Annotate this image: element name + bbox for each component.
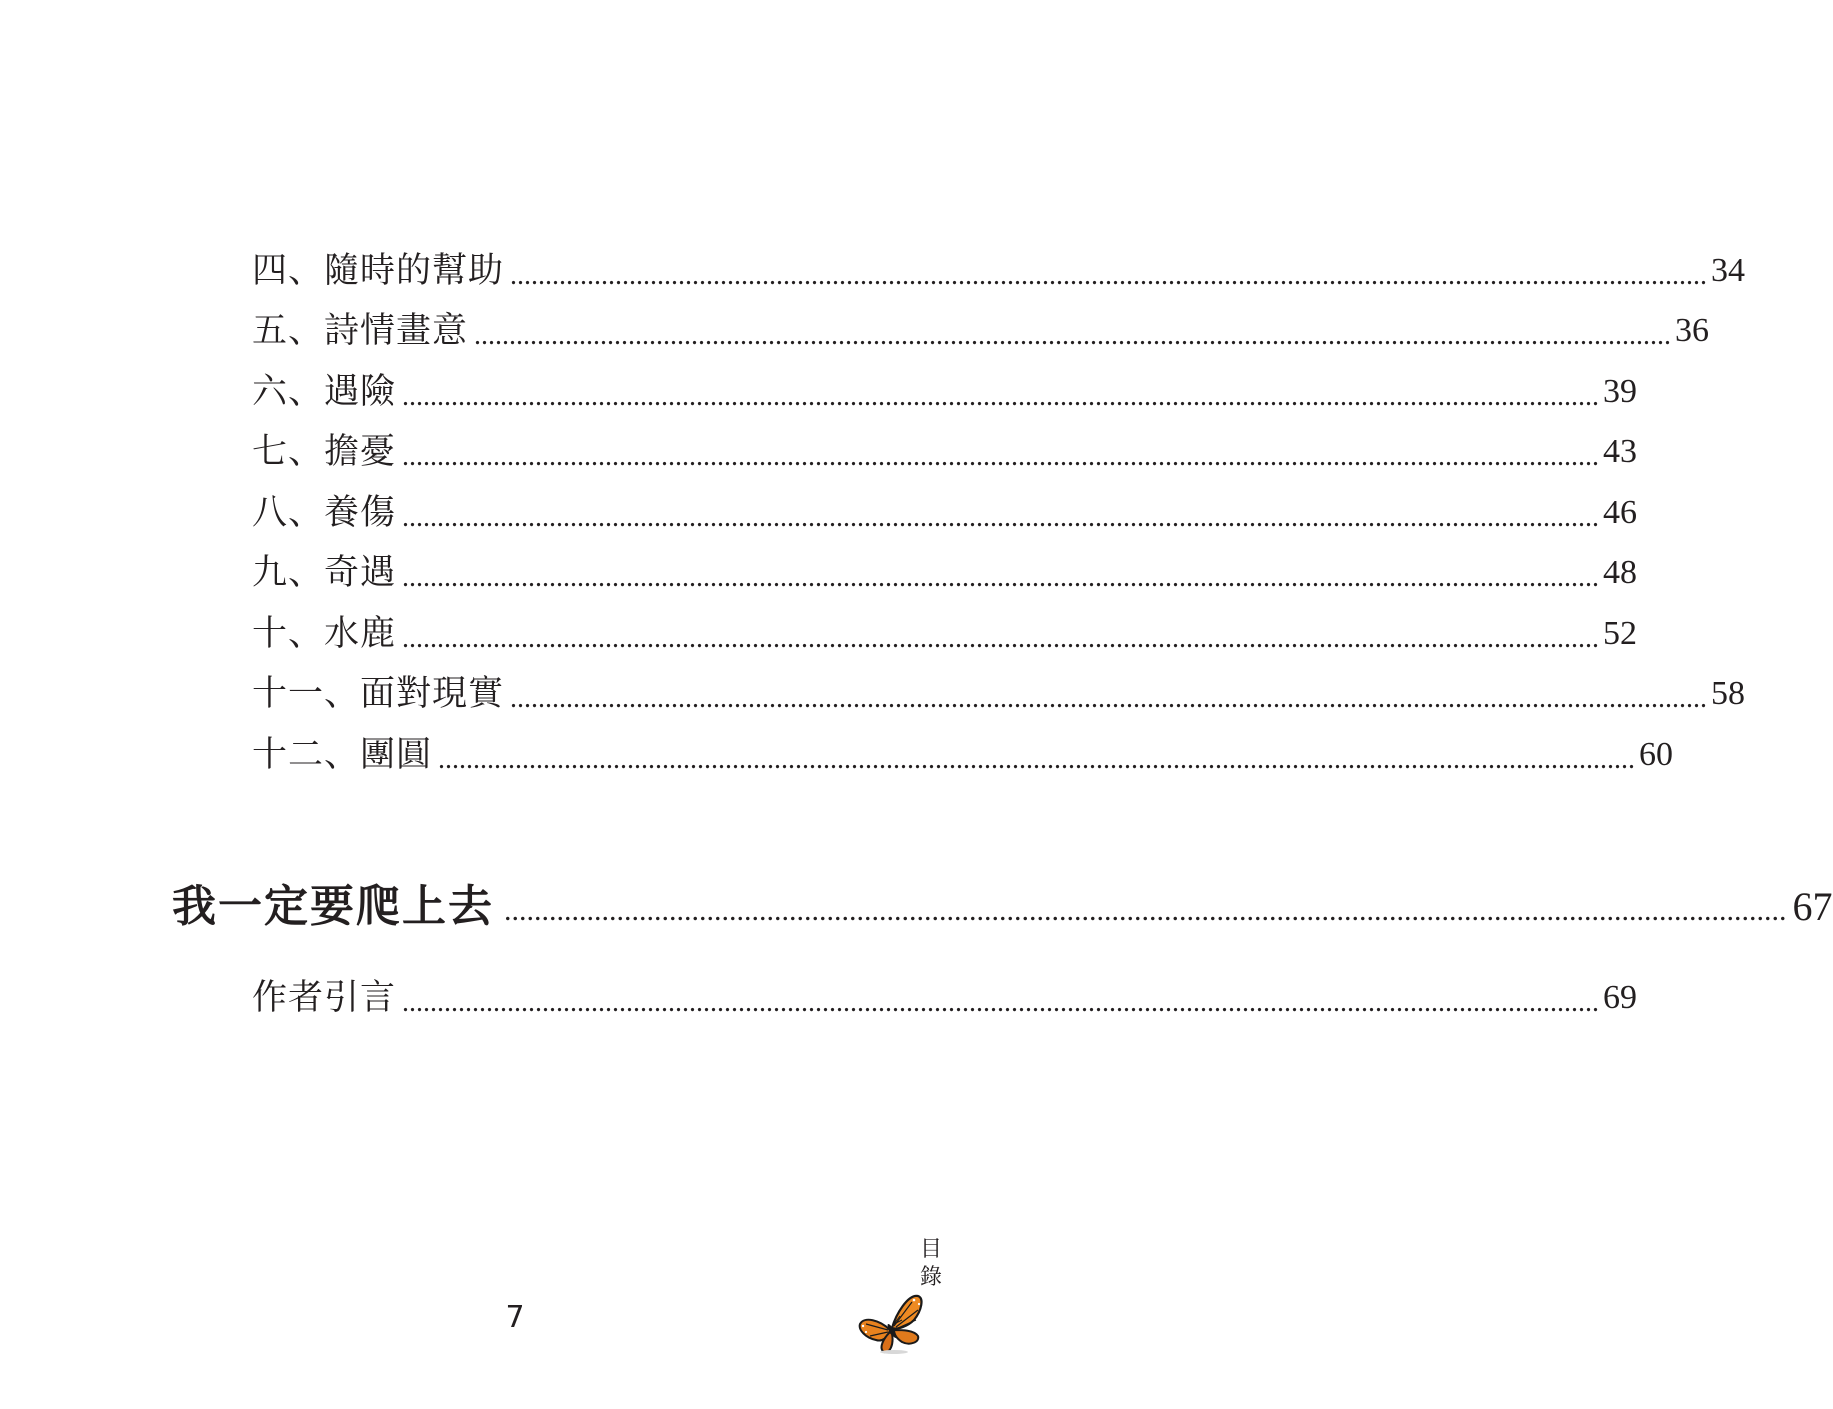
side-label-char: 目: [919, 1237, 942, 1262]
toc-entry-page: 48: [1603, 554, 1638, 591]
toc-entry-page: 36: [1675, 312, 1710, 349]
toc-leader-dots: ...........................................................................................................................................................................: [504, 894, 1787, 927]
toc-entry-page: 39: [1603, 372, 1638, 410]
toc-entry[interactable]: [252, 968, 1638, 1028]
toc-leader-dots: ...........................................................................................................................................................................: [438, 743, 1636, 775]
toc-entry-title: 十二、團圓: [252, 734, 433, 775]
toc-entry-page: 34: [1711, 251, 1746, 289]
toc-entry[interactable]: [252, 301, 1710, 362]
toc-entry[interactable]: [252, 543, 1638, 604]
monarch-butterfly-icon: [856, 1290, 926, 1356]
toc-entry-page: 46: [1603, 493, 1638, 531]
toc-entry-page: 43: [1603, 433, 1638, 470]
toc-entry-title: 四、隨時的幫助: [252, 250, 505, 291]
section-page: 67: [1792, 884, 1833, 929]
toc-entry-title: 八、養傷: [252, 492, 397, 533]
toc-leader-dots: ...........................................................................................................................................................................: [402, 501, 1600, 533]
toc-entry[interactable]: [252, 482, 1638, 543]
toc-entry-title: 五、詩情畫意: [252, 311, 469, 351]
toc-entry-title: 六、遇險: [252, 371, 397, 412]
toc-entry[interactable]: [252, 361, 1638, 422]
toc-leader-dots: ...........................................................................................................................................................................: [510, 259, 1708, 291]
toc-entry-title: 九、奇遇: [252, 553, 397, 593]
toc-entry[interactable]: [252, 422, 1638, 483]
page-number: 7: [505, 1300, 525, 1335]
toc-entry-page: 52: [1603, 614, 1638, 652]
toc-leader-dots: ...........................................................................................................................................................................: [402, 441, 1600, 472]
toc-leader-dots: ...........................................................................................................................................................................: [402, 987, 1600, 1018]
toc-entry-title: 十、水鹿: [252, 613, 397, 654]
toc-entry[interactable]: [252, 603, 1638, 664]
toc-entry-title: 十一、面對現實: [252, 674, 505, 714]
toc-entry-title: 作者引言: [252, 978, 397, 1018]
toc-leader-dots: ...........................................................................................................................................................................: [474, 320, 1672, 351]
toc-entry[interactable]: [252, 664, 1746, 725]
toc-leader-dots: ...........................................................................................................................................................................: [402, 622, 1600, 654]
toc-entry[interactable]: [252, 724, 1674, 785]
toc-leader-dots: ...........................................................................................................................................................................: [402, 380, 1600, 412]
toc-section-heading[interactable]: [172, 874, 1833, 940]
toc-chapter-list: [252, 240, 1746, 785]
toc-leader-dots: ...........................................................................................................................................................................: [510, 683, 1708, 714]
toc-entry-title: 七、擔憂: [252, 432, 397, 472]
toc-entry-page: 58: [1711, 675, 1746, 712]
toc-leader-dots: ...........................................................................................................................................................................: [402, 562, 1600, 593]
section-title: 我一定要爬上去: [172, 881, 494, 932]
toc-entry[interactable]: [252, 240, 1746, 301]
toc-entry-page: 69: [1603, 979, 1638, 1016]
toc-entry-page: 60: [1639, 735, 1674, 773]
side-tab-label: [916, 1236, 946, 1292]
side-label-char: 錄: [919, 1265, 942, 1290]
